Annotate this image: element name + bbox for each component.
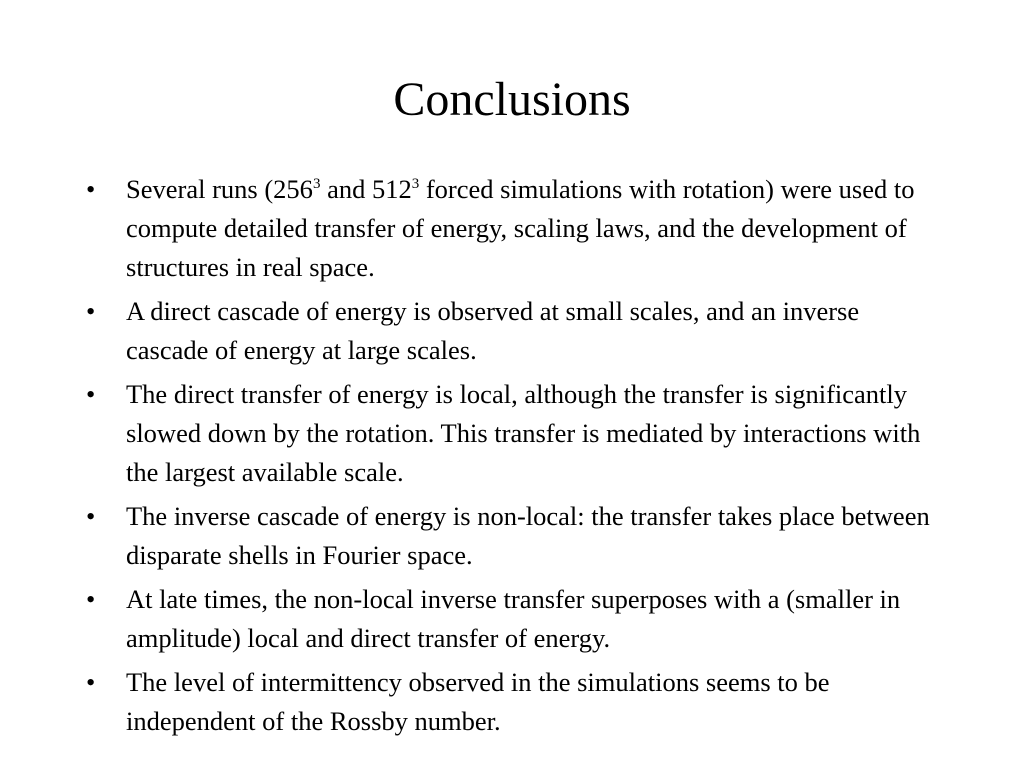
bullet-icon: •	[86, 667, 96, 697]
bullet-list	[86, 170, 936, 746]
bullet-text: The direct transfer of energy is local, although the transfer is significantly slowed down by the rotation. This transfer is mediated by interactions with the largest available scale.	[126, 379, 921, 487]
bullet-text-part: forced simulations with rotation) were used to compute detailed transfer of energy, scaling laws, and the development of structures in real space.	[126, 174, 915, 282]
bullet-item-cascades	[86, 292, 936, 370]
bullet-text	[126, 174, 915, 282]
bullet-item-runs	[86, 170, 936, 287]
bullet-text: A direct cascade of energy is observed at small scales, and an inverse cascade of energy at large scales.	[126, 296, 860, 365]
bullet-text-part: Several runs (256	[126, 174, 313, 204]
superscript: 3	[312, 176, 321, 192]
bullet-icon: •	[86, 174, 96, 204]
bullet-item-inverse-cascade	[86, 497, 936, 575]
bullet-text: The inverse cascade of energy is non-local: the transfer takes place between disparate shells in Fourier space.	[126, 501, 930, 570]
bullet-text: The level of intermittency observed in the simulations seems to be independent of the Rossby number.	[126, 667, 830, 736]
bullet-item-intermittency	[86, 663, 936, 741]
bullet-icon: •	[86, 379, 96, 409]
bullet-icon: •	[86, 296, 96, 326]
bullet-text-part: and 512	[320, 174, 412, 204]
slide-title: Conclusions	[393, 73, 631, 126]
superscript: 3	[411, 176, 420, 192]
bullet-item-direct-transfer	[86, 375, 936, 492]
bullet-icon: •	[86, 584, 96, 614]
bullet-text: At late times, the non-local inverse transfer superposes with a (smaller in amplitude) local and direct transfer of energy.	[126, 584, 901, 653]
bullet-icon: •	[86, 501, 96, 531]
bullet-item-late-times	[86, 580, 936, 658]
